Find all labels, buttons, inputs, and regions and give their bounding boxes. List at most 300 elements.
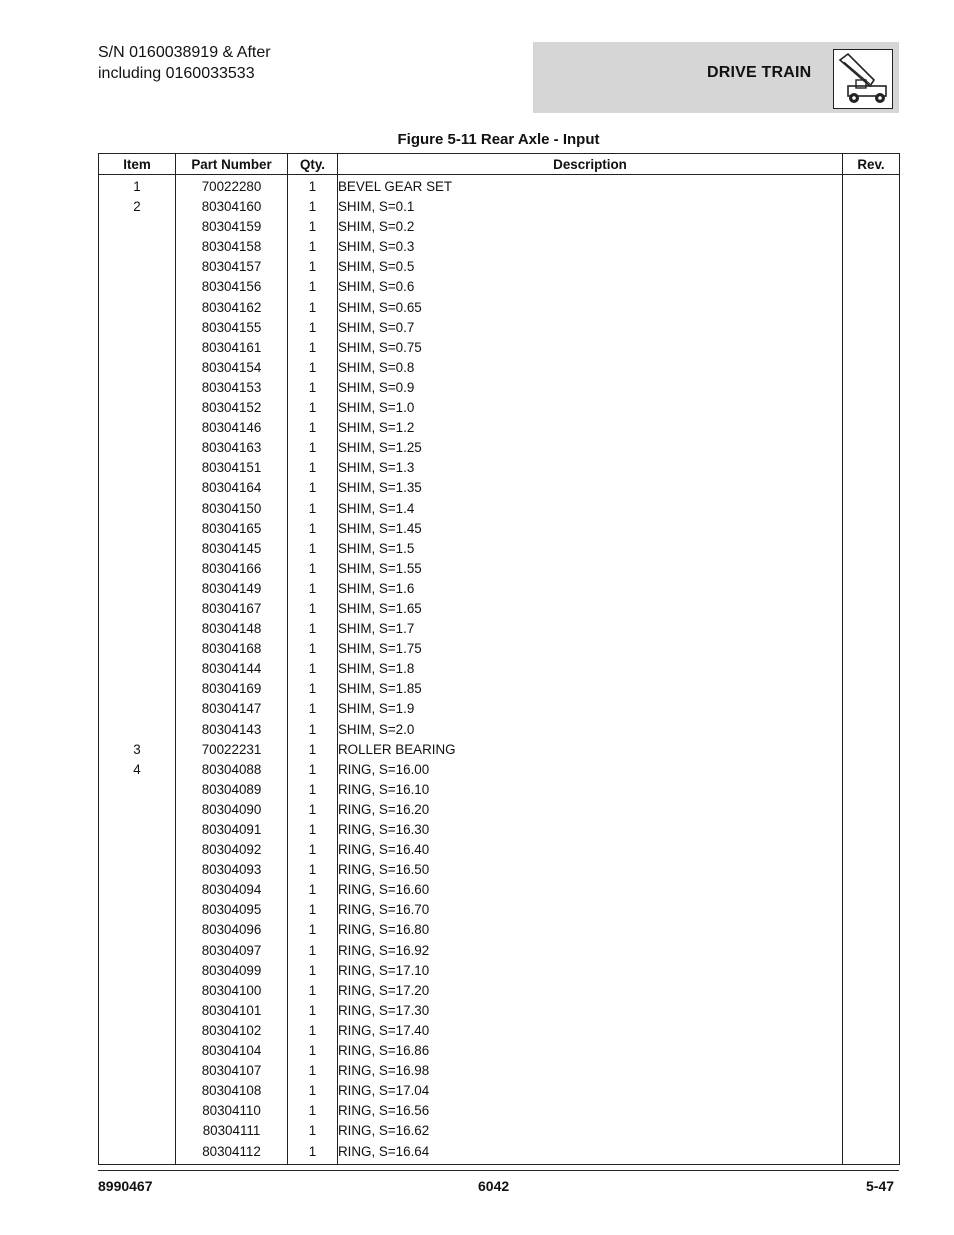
- footer-model: 6042: [478, 1178, 510, 1194]
- table-row: [99, 478, 900, 498]
- table-row: [99, 378, 900, 398]
- cell-part-number: 80304157: [176, 257, 288, 277]
- table-row: [99, 760, 900, 780]
- cell-rev: [843, 217, 900, 237]
- cell-description: SHIM, S=0.8: [338, 358, 843, 378]
- cell-rev: [843, 277, 900, 297]
- cell-rev: [843, 478, 900, 498]
- cell-rev: [843, 639, 900, 659]
- cell-item: [99, 900, 176, 920]
- cell-qty: 1: [288, 1001, 338, 1021]
- cell-item: [99, 780, 176, 800]
- cell-rev: [843, 920, 900, 940]
- cell-description: RING, S=16.80: [338, 920, 843, 940]
- table-row: [99, 961, 900, 981]
- table-header-row: [99, 154, 900, 175]
- column-header-item: Item: [99, 154, 176, 175]
- cell-item: 2: [99, 197, 176, 217]
- cell-part-number: 80304163: [176, 438, 288, 458]
- table-row: [99, 1101, 900, 1121]
- cell-item: [99, 398, 176, 418]
- cell-part-number: 80304152: [176, 398, 288, 418]
- cell-part-number: 80304151: [176, 458, 288, 478]
- cell-item: [99, 699, 176, 719]
- cell-part-number: 80304101: [176, 1001, 288, 1021]
- cell-qty: 1: [288, 679, 338, 699]
- cell-qty: 1: [288, 1121, 338, 1141]
- cell-qty: 1: [288, 175, 338, 198]
- table-row: [99, 679, 900, 699]
- footer-rule: [98, 1170, 899, 1172]
- cell-rev: [843, 197, 900, 217]
- cell-part-number: 80304149: [176, 579, 288, 599]
- table-row: [99, 860, 900, 880]
- cell-qty: 1: [288, 1021, 338, 1041]
- cell-rev: [843, 1041, 900, 1061]
- column-header-description: Description: [338, 154, 843, 175]
- cell-part-number: 70022280: [176, 175, 288, 198]
- cell-description: SHIM, S=1.7: [338, 619, 843, 639]
- cell-rev: [843, 599, 900, 619]
- cell-item: [99, 338, 176, 358]
- cell-item: [99, 438, 176, 458]
- cell-part-number: 80304145: [176, 539, 288, 559]
- cell-description: SHIM, S=1.45: [338, 519, 843, 539]
- cell-part-number: 80304166: [176, 559, 288, 579]
- cell-part-number: 80304108: [176, 1081, 288, 1101]
- cell-rev: [843, 900, 900, 920]
- cell-description: SHIM, S=1.4: [338, 499, 843, 519]
- cell-description: SHIM, S=0.5: [338, 257, 843, 277]
- cell-qty: 1: [288, 418, 338, 438]
- cell-qty: 1: [288, 740, 338, 760]
- serial-line-2: including 0160033533: [98, 65, 255, 82]
- cell-qty: 1: [288, 1061, 338, 1081]
- cell-rev: [843, 880, 900, 900]
- cell-item: [99, 499, 176, 519]
- cell-part-number: 80304111: [176, 1121, 288, 1141]
- table-row: [99, 1081, 900, 1101]
- cell-item: [99, 539, 176, 559]
- cell-part-number: 80304090: [176, 800, 288, 820]
- cell-description: SHIM, S=2.0: [338, 720, 843, 740]
- cell-description: RING, S=17.10: [338, 961, 843, 981]
- cell-description: RING, S=16.40: [338, 840, 843, 860]
- cell-item: [99, 961, 176, 981]
- cell-rev: [843, 800, 900, 820]
- cell-description: RING, S=16.70: [338, 900, 843, 920]
- cell-qty: 1: [288, 639, 338, 659]
- table-row: [99, 579, 900, 599]
- cell-rev: [843, 941, 900, 961]
- cell-part-number: 80304159: [176, 217, 288, 237]
- cell-qty: 1: [288, 237, 338, 257]
- cell-rev: [843, 1021, 900, 1041]
- cell-description: SHIM, S=1.3: [338, 458, 843, 478]
- table-row: [99, 197, 900, 217]
- cell-part-number: 70022231: [176, 740, 288, 760]
- cell-qty: 1: [288, 1142, 338, 1165]
- column-header-qty: Qty.: [288, 154, 338, 175]
- cell-qty: 1: [288, 900, 338, 920]
- cell-item: [99, 217, 176, 237]
- cell-description: SHIM, S=0.65: [338, 298, 843, 318]
- cell-item: [99, 941, 176, 961]
- cell-description: SHIM, S=1.8: [338, 659, 843, 679]
- table-row: [99, 780, 900, 800]
- cell-rev: [843, 1142, 900, 1165]
- cell-rev: [843, 237, 900, 257]
- cell-item: [99, 579, 176, 599]
- cell-description: SHIM, S=1.25: [338, 438, 843, 458]
- table-row: [99, 559, 900, 579]
- telehandler-icon: [833, 49, 893, 109]
- table-row: [99, 539, 900, 559]
- cell-rev: [843, 438, 900, 458]
- cell-rev: [843, 318, 900, 338]
- cell-qty: 1: [288, 659, 338, 679]
- cell-qty: 1: [288, 880, 338, 900]
- cell-part-number: 80304091: [176, 820, 288, 840]
- table-row: [99, 318, 900, 338]
- cell-part-number: 80304089: [176, 780, 288, 800]
- table-row: [99, 398, 900, 418]
- section-title: DRIVE TRAIN: [707, 64, 812, 81]
- cell-rev: [843, 679, 900, 699]
- cell-item: [99, 1101, 176, 1121]
- footer-page-number: 5-47: [866, 1178, 895, 1194]
- cell-description: RING, S=16.86: [338, 1041, 843, 1061]
- cell-part-number: 80304162: [176, 298, 288, 318]
- cell-part-number: 80304161: [176, 338, 288, 358]
- cell-description: RING, S=16.92: [338, 941, 843, 961]
- cell-description: SHIM, S=0.6: [338, 277, 843, 297]
- table-row: [99, 358, 900, 378]
- cell-part-number: 80304088: [176, 760, 288, 780]
- cell-part-number: 80304112: [176, 1142, 288, 1165]
- cell-item: [99, 519, 176, 539]
- cell-item: [99, 257, 176, 277]
- cell-description: RING, S=16.20: [338, 800, 843, 820]
- cell-qty: 1: [288, 197, 338, 217]
- cell-part-number: 80304164: [176, 478, 288, 498]
- cell-rev: [843, 338, 900, 358]
- cell-item: [99, 639, 176, 659]
- figure-title: Figure 5-11 Rear Axle - Input: [397, 131, 600, 148]
- cell-item: [99, 559, 176, 579]
- table-row: [99, 438, 900, 458]
- cell-description: BEVEL GEAR SET: [338, 175, 843, 198]
- cell-rev: [843, 458, 900, 478]
- cell-description: RING, S=17.40: [338, 1021, 843, 1041]
- cell-item: 3: [99, 740, 176, 760]
- cell-qty: 1: [288, 981, 338, 1001]
- cell-rev: [843, 298, 900, 318]
- table-row: [99, 920, 900, 940]
- cell-description: SHIM, S=1.35: [338, 478, 843, 498]
- cell-qty: 1: [288, 277, 338, 297]
- cell-part-number: 80304154: [176, 358, 288, 378]
- table-row: [99, 659, 900, 679]
- cell-qty: 1: [288, 760, 338, 780]
- cell-description: SHIM, S=0.7: [338, 318, 843, 338]
- cell-part-number: 80304150: [176, 499, 288, 519]
- cell-part-number: 80304110: [176, 1101, 288, 1121]
- table-row: [99, 1061, 900, 1081]
- cell-rev: [843, 659, 900, 679]
- cell-description: SHIM, S=1.2: [338, 418, 843, 438]
- cell-item: 4: [99, 760, 176, 780]
- serial-line-1: S/N 0160038919 & After: [98, 44, 271, 61]
- cell-qty: 1: [288, 780, 338, 800]
- table-row: [99, 499, 900, 519]
- cell-rev: [843, 981, 900, 1001]
- cell-item: [99, 458, 176, 478]
- cell-description: RING, S=16.00: [338, 760, 843, 780]
- cell-part-number: 80304096: [176, 920, 288, 940]
- cell-description: RING, S=16.10: [338, 780, 843, 800]
- cell-qty: 1: [288, 358, 338, 378]
- cell-rev: [843, 760, 900, 780]
- cell-part-number: 80304092: [176, 840, 288, 860]
- table-row: [99, 1121, 900, 1141]
- table-row: [99, 639, 900, 659]
- table-row: [99, 519, 900, 539]
- table-row: [99, 458, 900, 478]
- table-row: [99, 740, 900, 760]
- table-row: [99, 175, 900, 198]
- table-row: [99, 981, 900, 1001]
- cell-item: [99, 318, 176, 338]
- table-row: [99, 1001, 900, 1021]
- cell-qty: 1: [288, 539, 338, 559]
- table-row: [99, 298, 900, 318]
- column-header-part-number: Part Number: [176, 154, 288, 175]
- cell-description: SHIM, S=1.0: [338, 398, 843, 418]
- cell-qty: 1: [288, 699, 338, 719]
- table-row: [99, 1142, 900, 1165]
- cell-qty: 1: [288, 257, 338, 277]
- cell-rev: [843, 175, 900, 198]
- cell-description: RING, S=16.56: [338, 1101, 843, 1121]
- cell-qty: 1: [288, 438, 338, 458]
- cell-part-number: 80304158: [176, 237, 288, 257]
- cell-qty: 1: [288, 800, 338, 820]
- cell-description: SHIM, S=0.9: [338, 378, 843, 398]
- cell-rev: [843, 418, 900, 438]
- cell-description: SHIM, S=1.6: [338, 579, 843, 599]
- cell-qty: 1: [288, 398, 338, 418]
- table-row: [99, 217, 900, 237]
- serial-number-note: [98, 42, 271, 84]
- cell-description: RING, S=16.50: [338, 860, 843, 880]
- cell-qty: 1: [288, 961, 338, 981]
- cell-item: [99, 840, 176, 860]
- cell-item: [99, 237, 176, 257]
- cell-item: [99, 720, 176, 740]
- cell-qty: 1: [288, 860, 338, 880]
- cell-rev: [843, 720, 900, 740]
- table-row: [99, 900, 900, 920]
- cell-item: [99, 1041, 176, 1061]
- cell-description: SHIM, S=1.9: [338, 699, 843, 719]
- cell-qty: 1: [288, 519, 338, 539]
- cell-item: [99, 1001, 176, 1021]
- table-row: [99, 619, 900, 639]
- parts-table-body: [99, 175, 900, 1165]
- cell-rev: [843, 1081, 900, 1101]
- cell-description: SHIM, S=0.1: [338, 197, 843, 217]
- cell-qty: 1: [288, 458, 338, 478]
- cell-rev: [843, 780, 900, 800]
- cell-qty: 1: [288, 478, 338, 498]
- cell-rev: [843, 579, 900, 599]
- cell-item: [99, 1121, 176, 1141]
- cell-rev: [843, 699, 900, 719]
- cell-qty: 1: [288, 840, 338, 860]
- table-row: [99, 699, 900, 719]
- cell-rev: [843, 840, 900, 860]
- cell-item: [99, 679, 176, 699]
- cell-rev: [843, 257, 900, 277]
- cell-part-number: 80304144: [176, 659, 288, 679]
- cell-part-number: 80304099: [176, 961, 288, 981]
- cell-rev: [843, 358, 900, 378]
- cell-item: [99, 599, 176, 619]
- cell-qty: 1: [288, 559, 338, 579]
- table-row: [99, 418, 900, 438]
- cell-item: [99, 880, 176, 900]
- cell-part-number: 80304102: [176, 1021, 288, 1041]
- cell-part-number: 80304153: [176, 378, 288, 398]
- cell-description: SHIM, S=1.55: [338, 559, 843, 579]
- table-row: [99, 800, 900, 820]
- cell-qty: 1: [288, 720, 338, 740]
- cell-part-number: 80304107: [176, 1061, 288, 1081]
- cell-rev: [843, 378, 900, 398]
- cell-description: RING, S=16.98: [338, 1061, 843, 1081]
- cell-item: [99, 820, 176, 840]
- cell-rev: [843, 1061, 900, 1081]
- cell-qty: 1: [288, 1041, 338, 1061]
- cell-part-number: 80304094: [176, 880, 288, 900]
- cell-rev: [843, 1121, 900, 1141]
- cell-description: RING, S=16.30: [338, 820, 843, 840]
- table-row: [99, 840, 900, 860]
- cell-item: [99, 1142, 176, 1165]
- cell-qty: 1: [288, 338, 338, 358]
- cell-qty: 1: [288, 298, 338, 318]
- cell-item: [99, 659, 176, 679]
- cell-item: [99, 478, 176, 498]
- cell-part-number: 80304160: [176, 197, 288, 217]
- cell-qty: 1: [288, 1081, 338, 1101]
- table-row: [99, 599, 900, 619]
- cell-part-number: 80304143: [176, 720, 288, 740]
- cell-description: SHIM, S=1.85: [338, 679, 843, 699]
- cell-item: [99, 358, 176, 378]
- cell-rev: [843, 961, 900, 981]
- table-row: [99, 338, 900, 358]
- cell-description: SHIM, S=0.3: [338, 237, 843, 257]
- cell-rev: [843, 398, 900, 418]
- cell-qty: 1: [288, 920, 338, 940]
- table-row: [99, 257, 900, 277]
- cell-part-number: 80304104: [176, 1041, 288, 1061]
- cell-rev: [843, 559, 900, 579]
- cell-qty: 1: [288, 378, 338, 398]
- table-row: [99, 1041, 900, 1061]
- cell-description: RING, S=17.20: [338, 981, 843, 1001]
- cell-qty: 1: [288, 499, 338, 519]
- cell-item: [99, 1081, 176, 1101]
- cell-description: RING, S=17.30: [338, 1001, 843, 1021]
- table-row: [99, 941, 900, 961]
- cell-item: [99, 800, 176, 820]
- cell-rev: [843, 820, 900, 840]
- cell-rev: [843, 1101, 900, 1121]
- cell-description: SHIM, S=1.65: [338, 599, 843, 619]
- cell-qty: 1: [288, 579, 338, 599]
- cell-item: 1: [99, 175, 176, 198]
- cell-part-number: 80304167: [176, 599, 288, 619]
- table-row: [99, 820, 900, 840]
- cell-part-number: 80304169: [176, 679, 288, 699]
- cell-item: [99, 860, 176, 880]
- table-row: [99, 277, 900, 297]
- cell-qty: 1: [288, 619, 338, 639]
- cell-rev: [843, 1001, 900, 1021]
- cell-rev: [843, 860, 900, 880]
- cell-item: [99, 1061, 176, 1081]
- cell-item: [99, 1021, 176, 1041]
- cell-description: SHIM, S=1.75: [338, 639, 843, 659]
- cell-part-number: 80304097: [176, 941, 288, 961]
- cell-description: SHIM, S=0.2: [338, 217, 843, 237]
- table-row: [99, 1021, 900, 1041]
- column-header-rev: Rev.: [843, 154, 900, 175]
- cell-item: [99, 418, 176, 438]
- cell-item: [99, 298, 176, 318]
- table-row: [99, 720, 900, 740]
- cell-description: RING, S=16.62: [338, 1121, 843, 1141]
- table-row: [99, 880, 900, 900]
- footer-doc-number: 8990467: [98, 1178, 153, 1194]
- cell-part-number: 80304147: [176, 699, 288, 719]
- cell-rev: [843, 740, 900, 760]
- cell-description: SHIM, S=1.5: [338, 539, 843, 559]
- cell-part-number: 80304095: [176, 900, 288, 920]
- cell-qty: 1: [288, 820, 338, 840]
- cell-qty: 1: [288, 941, 338, 961]
- cell-item: [99, 920, 176, 940]
- cell-rev: [843, 539, 900, 559]
- cell-rev: [843, 519, 900, 539]
- cell-part-number: 80304155: [176, 318, 288, 338]
- cell-qty: 1: [288, 318, 338, 338]
- table-row: [99, 237, 900, 257]
- cell-part-number: 80304093: [176, 860, 288, 880]
- cell-item: [99, 981, 176, 1001]
- cell-description: RING, S=16.64: [338, 1142, 843, 1165]
- cell-qty: 1: [288, 217, 338, 237]
- cell-part-number: 80304156: [176, 277, 288, 297]
- cell-description: SHIM, S=0.75: [338, 338, 843, 358]
- cell-item: [99, 277, 176, 297]
- cell-qty: 1: [288, 1101, 338, 1121]
- cell-rev: [843, 619, 900, 639]
- cell-part-number: 80304165: [176, 519, 288, 539]
